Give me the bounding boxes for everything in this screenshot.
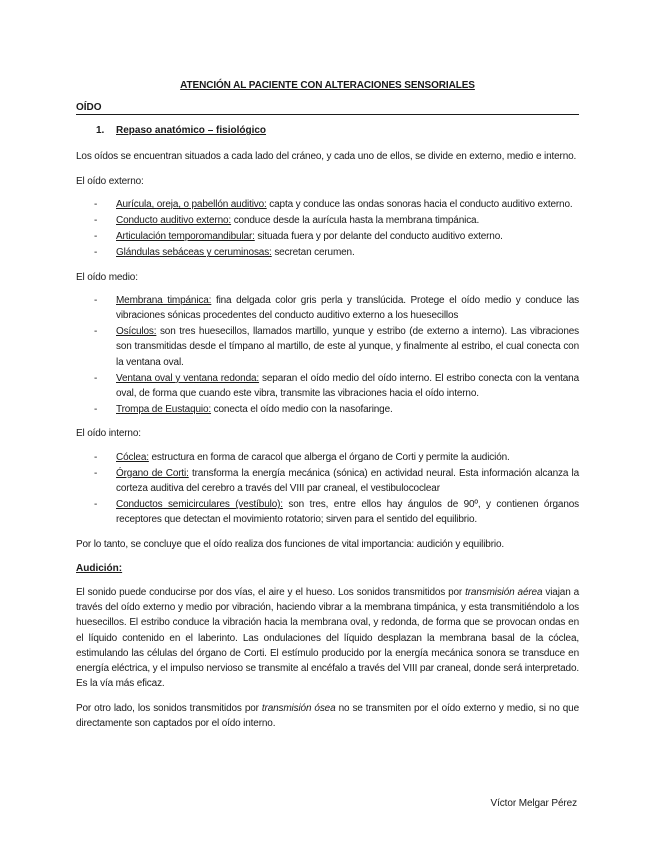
- subsection-label: Repaso anatómico – fisiológico: [116, 125, 267, 137]
- list-item-text: fina delgada color gris perla y translúcida. Protege el oído medio y conduce las vibraciones sónicas procedentes del conducto auditivo externo a los huesecillos: [116, 294, 579, 322]
- audition-heading: Audición:: [76, 562, 123, 574]
- list-item: - Glándulas sebáceas y ceruminosas: secretan cerumen.: [94, 247, 355, 259]
- list-item-text: estructura en forma de caracol que alberga el órgano de Corti y permite la audición.: [148, 451, 510, 463]
- audition-paragraph-2: [76, 701, 579, 731]
- audition-p1-emphasis: transmisión aérea: [465, 587, 543, 599]
- audition-p1-text-a: El sonido puede conducirse por dos vías, el aire y el hueso. Los sonidos transmitidos por: [76, 587, 466, 599]
- list-item-term: Cóclea:: [116, 451, 149, 463]
- audition-p1-text-b: viajan a través del oído externo y medio por vibración, haciendo vibrar a la membrana timpánica, y esta transmitiéndolo a los huesecillos. El estribo conduce la vibración hacia la membrana oval, y redonda, de forma que se provocan ondas en el líquido contenido en el laberinto. Las ondulaciones del líquido desplazan la membrana basal de la cóclea, estimulando las células del órgano de Corti. El estímulo producido por la energía mecánica sonora se transduce en energía eléctrica, y el impulso nervioso se transmite al encéfalo a través del VIII par craneal, donde será interpretado. Es la vía más eficaz.: [76, 587, 579, 690]
- audition-p2-emphasis: transmisión ósea: [261, 702, 336, 714]
- subsection-number: 1.: [96, 125, 105, 137]
- internal-ear-list: [76, 450, 579, 528]
- list-item-term: Articulación temporomandibular:: [116, 231, 255, 243]
- external-ear-label: El oído externo:: [76, 175, 144, 187]
- author-name: Víctor Melgar Pérez: [490, 798, 577, 809]
- list-item-term: Conducto auditivo externo:: [116, 215, 232, 227]
- audition-p2-text-b: no se transmiten por el oído externo y medio, si no que directamente son captados por el oído interno.: [76, 702, 579, 729]
- document-body: [76, 78, 579, 740]
- list-item-text: separan el oído medio del oído interno. El estribo conecta con la ventana oval, de forma que cuando este vibra, transmite las vibraciones hacia el oído interno.: [116, 372, 580, 400]
- list-item: - Osículos: son tres huesecillos, llamados martillo, yunque y estribo (de externo a interno). Las vibraciones son transmitidas desde el tímpano al martillo, de este al yunque, y finalmente al estribo, el cual conecta con la ventana oval.: [94, 326, 579, 368]
- list-item-text: secretan cerumen.: [271, 247, 355, 259]
- list-item: - Ventana oval y ventana redonda: separan el oído medio del oído interno. El estribo conecta con la ventana oval, de forma que cuando este vibra, transmite las vibraciones hacia el oído interno.: [94, 372, 580, 400]
- middle-ear-list: [76, 293, 579, 418]
- list-item-term: Conductos semicirculares (vestíbulo):: [116, 499, 283, 511]
- list-item: - Trompa de Eustaquio: conecta el oído medio con la nasofaringe.: [94, 404, 393, 416]
- external-ear-list: [76, 197, 579, 261]
- list-item: - Conductos semicirculares (vestíbulo): son tres, entre ellos hay ángulos de 90º, y contienen órganos receptores que detectan el movimiento rotatorio; sirven para el sentido del equilibrio.: [94, 499, 579, 526]
- list-item: - Aurícula, oreja, o pabellón auditivo: capta y conduce las ondas sonoras hacia el conducto auditivo externo.: [94, 198, 573, 210]
- section-heading: OÍDO: [76, 101, 579, 115]
- list-item-text: son tres huesecillos, llamados martillo, yunque y estribo (de externo a interno). Las vibraciones son transmitidas desde el tímpano al martillo, de este al yunque, y finalmente al estribo, el cual conecta con la ventana oval.: [116, 326, 579, 368]
- list-item-term: Trompa de Eustaquio:: [116, 404, 212, 416]
- list-item: - Conducto auditivo externo: conduce desde la aurícula hasta la membrana timpánica.: [94, 215, 480, 227]
- list-item-text: conecta el oído medio con la nasofaringe.: [211, 404, 393, 416]
- intro-paragraph: Los oídos se encuentran situados a cada lado del cráneo, y cada uno de ellos, se divide en externo, medio e interno.: [76, 151, 577, 163]
- list-item-text: situada fuera y por delante del conducto auditivo externo.: [254, 231, 503, 243]
- list-item: - Articulación temporomandibular: situada fuera y por delante del conducto auditivo externo.: [94, 231, 503, 243]
- document-title: ATENCIÓN AL PACIENTE CON ALTERACIONES SENSORIALES: [180, 80, 475, 91]
- subsection-heading: [96, 123, 579, 138]
- list-item-text: conduce desde la aurícula hasta la membrana timpánica.: [231, 215, 480, 227]
- middle-ear-label: El oído medio:: [76, 271, 138, 283]
- list-item-term: Órgano de Corti:: [116, 467, 189, 479]
- list-item-term: Membrana timpánica:: [116, 294, 212, 306]
- audition-p2-text-a: Por otro lado, los sonidos transmitidos por: [76, 702, 262, 714]
- audition-paragraph-1: [76, 585, 579, 691]
- list-item: - Membrana timpánica: fina delgada color gris perla y translúcida. Protege el oído medio y conduce las vibraciones sónicas procedentes del conducto auditivo externo a los huesecillos: [94, 294, 579, 322]
- list-item: - Órgano de Corti: transforma la energía mecánica (sónica) en actividad neural. Esta información alcanza la corteza auditiva del cerebro a través del VIII par craneal, el vestibulococlear: [94, 467, 579, 495]
- list-item-term: Aurícula, oreja, o pabellón auditivo:: [116, 198, 267, 210]
- conclusion-paragraph: Por lo tanto, se concluye que el oído realiza dos funciones de vital importancia: audición y equilibrio.: [76, 538, 504, 550]
- list-item-term: Osículos:: [116, 326, 157, 338]
- list-item-text: capta y conduce las ondas sonoras hacia el conducto auditivo externo.: [266, 198, 573, 210]
- list-item: - Cóclea: estructura en forma de caracol que alberga el órgano de Corti y permite la audición.: [94, 451, 510, 463]
- list-item-term: Glándulas sebáceas y ceruminosas:: [116, 247, 272, 259]
- internal-ear-label: El oído interno:: [76, 428, 141, 440]
- list-item-text: transforma la energía mecánica (sónica) en actividad neural. Esta información alcanza la corteza auditiva del cerebro a través del VIII par craneal, el vestibulococlear: [116, 467, 579, 495]
- list-item-text: son tres, entre ellos hay ángulos de 90º, y contienen órganos receptores que detectan el movimiento rotatorio; sirven para el sentido del equilibrio.: [116, 499, 579, 526]
- list-item-term: Ventana oval y ventana redonda:: [116, 372, 260, 384]
